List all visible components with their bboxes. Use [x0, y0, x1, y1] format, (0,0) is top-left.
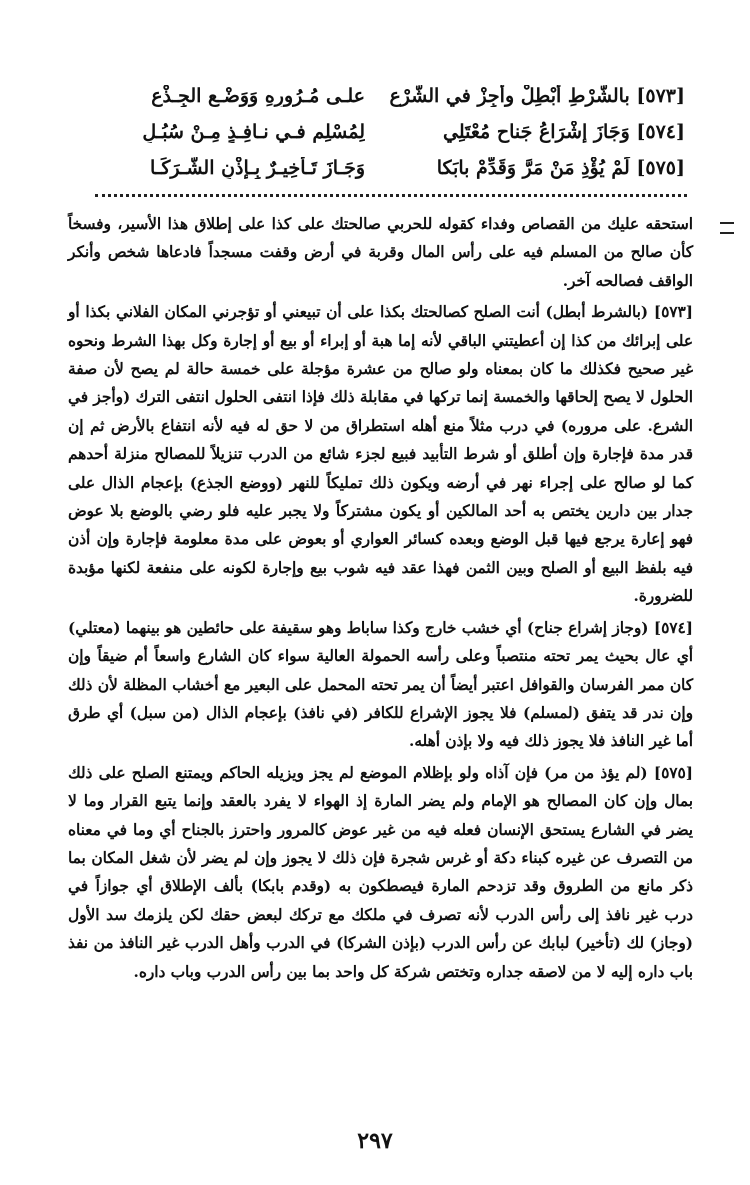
verse-hemistich-first: [٥٧٣] بالشَّرْطِ أَبْطِلْ وأَجِزْ في الشَّرْعِ: [389, 85, 685, 107]
commentary-paragraph: [٥٧٤] (وجاز إشراع جناح) أي خشب خارج وكذا ساباط وهو سقيفة على حائطين هو بينهما (معتلي) أي عال بحيث يمر تحته منتصباً وعلى رأسه الحمولة العالية سواء كان الشارع واسعاً أم ضيقاً وإن كان ممر الفرسان والقوافل اعتبر أيضاً أن يمر تحته المحمل على البعير مع أخشاب المظلة لأن ذلك وإن ندر قد يتفق (لمسلم) فلا يجوز الإشراع للكافر (في نافذ) بإعجام الذال (من سبل) أي طرق أما غير النافذ فلا يجوز ذلك فيه ولا بإذن أهله.: [68, 618, 693, 751]
verse-row: [95, 78, 685, 114]
verse-block: [95, 78, 685, 186]
commentary-paragraph: [٥٧٥] (لم يؤذ من مر) فإن آذاه ولو بإظلام الموضع لم يجز ويزيله الحاكم ويمتنع الصلح على ذلك بمال وإن كان المصالح هو الإمام ولم يضر المارة إذ الهواء لا يفرد بالعقد وإنما يتبع القرار وما لا يضر في الشارع يستحق الإنسان فعله فيه من غير عوض كالمرور واحترز بالجناح أي وما في معناه من التصرف عن غيره كبناء دكة أو غرس شجرة فإن ذلك لا يجوز وإن لم يضر لأن شغل المكان بما ذكر مانع من الطروق وقد تزدحم المارة فيصطكون به (وقدم بابكا) بألف الإطلاق أي جوازاً في درب غير نافذ إلى رأس الدرب لأنه تصرف في ملكك مع تركك لبعض حقك لكن يلزمك سد الأول (وجاز) لك (تأخير) لبابك عن رأس الدرب (بإذن الشركا) في الدرب وأهل الدرب غير النافذ من نفذ باب داره إليه لا من لاصقه جداره وتختص شركة كل واحد بما بين رأس الدرب وباب داره.: [68, 763, 693, 981]
page-number: ٢٩٧: [357, 1128, 393, 1154]
verse-row: [95, 114, 685, 150]
dotted-divider: [95, 194, 687, 197]
verse-row: [95, 150, 685, 186]
verse-hemistich-second: لِمُسْلِمٍ فـي نـافِـذٍ مِـنْ سُبُـلِ: [142, 121, 365, 143]
verse-hemistich-first: [٥٧٥] لَمْ يُؤْذِ مَنْ مَرَّ وَقَدِّمْ بابَكا: [436, 157, 685, 179]
verse-hemistich-second: وَجَـازَ تَـأْخِيـرٌ بِـإِذْنِ الشُّـرَكَـا: [150, 157, 365, 179]
continuation-mark-icon: [720, 222, 734, 234]
verse-hemistich-second: علـى مُـرُورِهِ وَوَضْـعِ الجِـذْعِ: [151, 85, 365, 107]
commentary-paragraph: استحقه عليك من القصاص وفداء كقوله للحربي صالحتك على كذا على إطلاق هذا الأسير، وفسخاً كأن صالح من المسلم فيه على رأس المال وقربة في أرض وقفت مسجداً فادعاها شخص وأنكر الواقف فصالحه آخر.: [68, 215, 693, 290]
verse-hemistich-first: [٥٧٤] وَجَازَ إِشْرَاعُ جَناحٍ مُعْتَلِي: [443, 121, 685, 143]
commentary-paragraph: [٥٧٣] (بالشرط أبطل) أنت الصلح كصالحتك بكذا على أن تبيعني أو تؤجرني المكان الفلاني بكذا أو على إبرائك من كذا إن أعطيتني الباقي لأنه إما هبة أو إبراء أو بيع أو إجارة وكل بهذا الشرط ونحوه غير صحيح فكذلك ما كان بمعناه ولو صالح من عشرة مؤجلة على خمسة حالة لم يصح لأن صفة الحلول لا يصح إلحاقها والخمسة إنما تركها في مقابلة ذلك فإذا انتفى الحلول انتفى الترك (وأجز في الشرع. على مروره) في درب مثلاً منع أهله استطراق من لا حق له فيه لأنه انتفاع بالأرض ثم إن قدر مدة فإجارة وإن أطلق أو شرط التأبيد فبيع لجزء شائع من الدرب تنزيلاً للمصالح منزلة أحدهم كما لو صالح على إجراء نهر في أرضه ويكون ذلك تمليكاً للنهر (ووضع الجذع) بإعجام الذال على جدار بين دارين يختص به أحد المالكين أو يكون مشتركاً ولا يجبر عليه فلو رضي بالوضع بلا عوض فهو إعارة يرجع فيها قبل الوضع وبعده كسائر العواري أو بعوض على مدة معلومة فإجارة وإن أذن فيه بلفظ البيع أو الصلح وبين الثمن فهذا عقد فيه شوب بيع وإجارة لكونه على منفعة لكنها مؤبدة للضرورة.: [68, 303, 693, 606]
commentary-body: [68, 210, 693, 986]
